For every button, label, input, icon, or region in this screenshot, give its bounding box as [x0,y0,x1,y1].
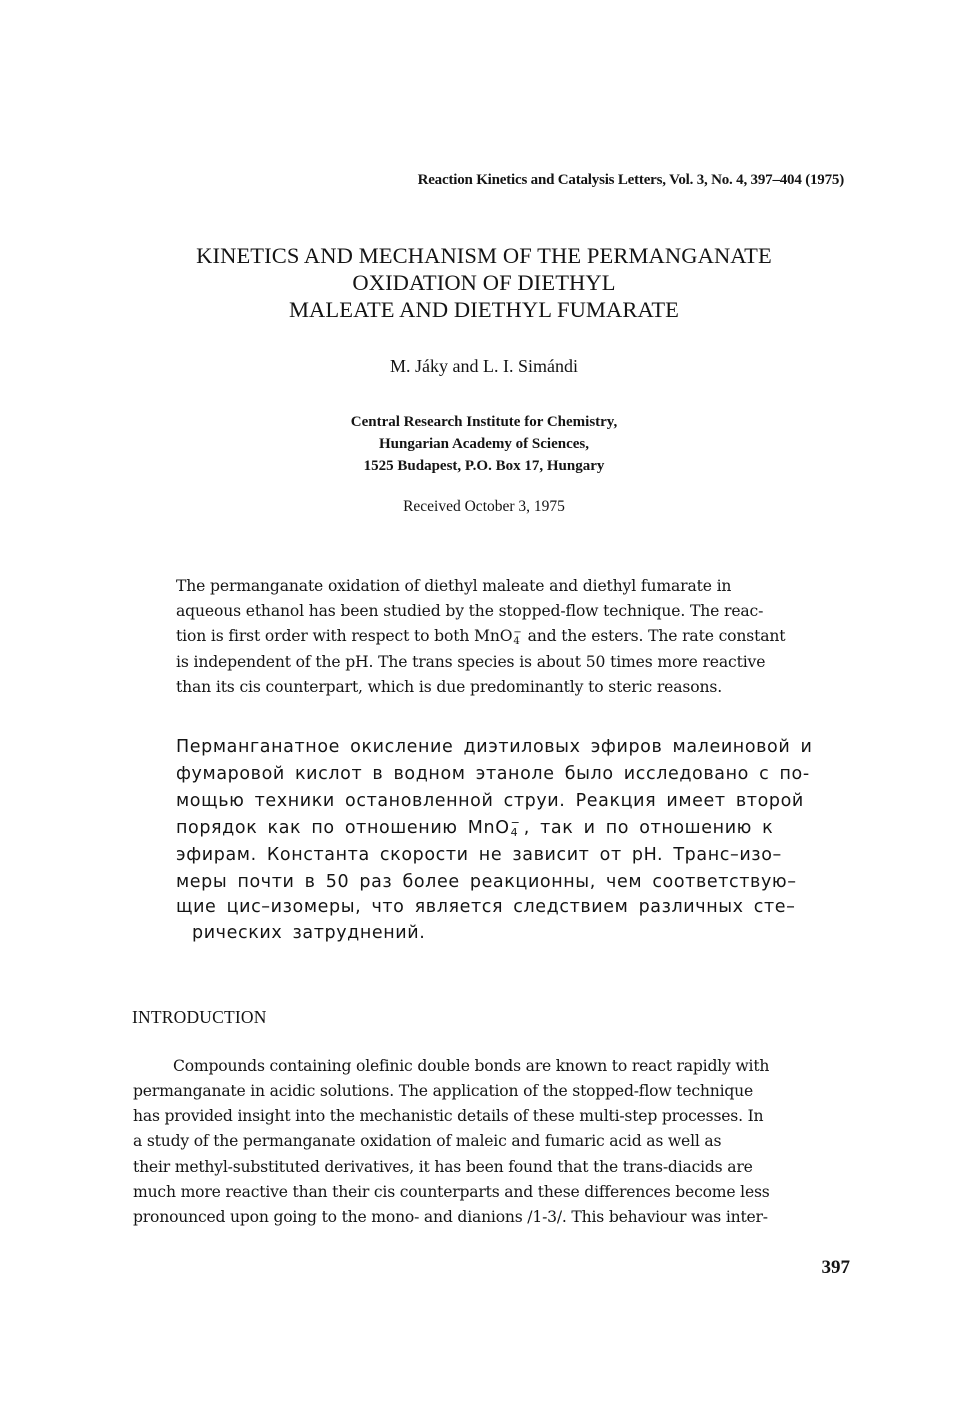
received-date: Received October 3, 1975 [403,498,565,515]
abstract-ru-text: порядок как по отношению MnO [176,818,510,838]
body-text-line: their methyl-substituted derivatives, it has been found that the trans-diacids are [133,1158,753,1176]
abstract-en-line: is independent of the pH. The trans species is about 50 times more reactive [176,653,766,671]
title-line-3: MALEATE AND DIETHYL FUMARATE [288,297,680,322]
title-line-2: OXIDATION OF DIETHYL [352,270,616,295]
abstract-en-text: and the esters. The rate constant [527,627,786,645]
abstract-ru-line: эфирам. Константа скорости не зависит от pH. Транс–изо– [176,845,782,865]
abstract-en-line: than its cis counterpart, which is due predominantly to steric reasons. [176,678,723,696]
affiliation-line-2: Hungarian Academy of Sciences, [379,436,589,452]
body-text-line: much more reactive than their cis counterparts and these differences become less [133,1183,770,1201]
abstract-ru-text: , так и по отношению к [523,818,774,838]
authors: M. Jáky and L. I. Simándi [390,356,578,376]
abstract-ru-line: Перманганатное окисление диэтиловых эфиров малеиновой и [176,737,813,757]
body-text-line: Compounds containing olefinic double bonds are known to react rapidly with [173,1057,770,1075]
abstract-en-line: aqueous ethanol has been studied by the stopped-flow technique. The reac- [176,602,764,620]
section-heading-introduction: INTRODUCTION [132,1007,267,1027]
body-text-line: a study of the permanganate oxidation of maleic and fumaric acid as well as [133,1132,722,1150]
formula-subscript: 4 [513,636,520,647]
formula-superscript: − [510,816,520,830]
abstract-ru-line [176,818,773,838]
abstract-en-text: tion is first order with respect to both MnO [176,627,513,645]
affiliation-line-3: 1525 Budapest, P.O. Box 17, Hungary [363,458,605,474]
page-number: 397 [821,1257,850,1278]
formula-subscript: 4 [510,826,518,839]
abstract-ru-line: фумаровой кислот в водном этаноле было исследовано с по- [176,764,810,784]
abstract-ru-line: меры почти в 50 раз более реакционны, чем соответствую– [176,872,797,892]
abstract-en-line [176,627,866,646]
formula-ion-charge [513,628,521,646]
body-text-line: permanganate in acidic solutions. The application of the stopped-flow technique [133,1082,754,1100]
title-line-1: KINETICS AND MECHANISM OF THE PERMANGANATE [196,243,772,268]
journal-citation: Reaction Kinetics and Catalysis Letters, Vol. 3, No. 4, 397–404 (1975) [417,172,844,188]
body-text-line: pronounced upon going to the mono- and dianions /1-3/. This behaviour was inter- [133,1208,768,1226]
abstract-ru-line: щие цис–изомеры, что является следствием различных сте– [176,897,796,917]
abstract-ru-line: мощью техники остановленной струи. Реакция имеет второй [176,791,804,811]
formula-superscript: − [513,627,522,638]
body-text-line: has provided insight into the mechanistic details of these multi-step processes. In [133,1107,764,1125]
abstract-en-line: The permanganate oxidation of diethyl maleate and diethyl fumarate in [176,577,732,595]
abstract-ru-line: рических затруднений. [192,923,426,943]
formula-ion-charge [511,818,520,838]
affiliation-line-1: Central Research Institute for Chemistry, [350,414,618,430]
